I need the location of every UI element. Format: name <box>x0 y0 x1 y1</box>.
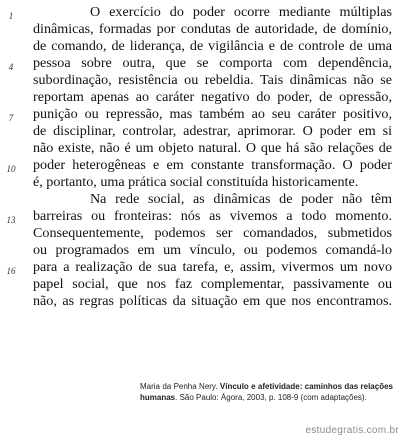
reference-title: Vínculo e afetividade: caminhos das relações <box>219 382 393 391</box>
text-line: poder heterogêneas e em constante transformação. O poder <box>33 157 392 173</box>
reference-citation-line2 <box>140 393 393 404</box>
text-line: barreiras ou fronteiras: nós as vivemos a todo momento. <box>33 208 392 224</box>
line-number: 10 <box>6 164 16 174</box>
line-number: 13 <box>6 215 16 225</box>
line-number: 16 <box>6 266 16 276</box>
reference-author: Maria da Penha Nery. <box>140 382 218 391</box>
text-line: Consequentemente, podemos ser comandados, submetidos <box>33 225 392 241</box>
text-line: subordinação, resistência ou rebeldia. Tais dinâmicas não se <box>33 72 392 88</box>
watermark: estudegratis.com.br <box>305 425 399 436</box>
line-number: 7 <box>8 113 14 123</box>
text-line: não existe, não é um objeto natural. O que há são relações de <box>33 140 392 156</box>
text-line: não, as regras políticas da situação em que nos encontramos. <box>33 293 392 309</box>
text-line: ou programados em um vínculo, ou podemos comandá-lo <box>33 242 392 258</box>
text-line: pessoa sobre outra, que se comporta com dependência, <box>33 55 392 71</box>
text-line: O exercício do poder ocorre mediante múltiplas <box>90 4 392 20</box>
text-line: de disciplinar, controlar, adestrar, aprimorar. O poder em si <box>33 123 392 139</box>
reference-citation <box>140 382 393 393</box>
text-line: é, portanto, uma prática social constituída historicamente. <box>33 174 359 190</box>
text-line: punição ou repressão, mas também ao seu caráter positivo, <box>33 106 392 122</box>
text-line: reportam apenas ao caráter negativo do poder, de opressão, <box>33 89 392 105</box>
line-number: 4 <box>8 62 14 72</box>
text-line: papel social, que nos faz complementar, passivamente ou <box>33 276 392 292</box>
line-number: 1 <box>8 11 14 21</box>
text-line: de comando, de liderança, de vigilância e de controle de uma <box>33 38 392 54</box>
text-line: para a realização de sua tarefa, e, assim, vivermos um novo <box>33 259 392 275</box>
text-line: dinâmicas, formadas por condutas de autoridade, de domínio, <box>33 21 392 37</box>
reference-publisher: . São Paulo: Ágora, 2003, p. 108-9 (com adaptações). <box>175 393 367 402</box>
reference-title-end: humanas <box>140 393 176 402</box>
text-line: Na rede social, as dinâmicas de poder não têm <box>90 191 392 207</box>
